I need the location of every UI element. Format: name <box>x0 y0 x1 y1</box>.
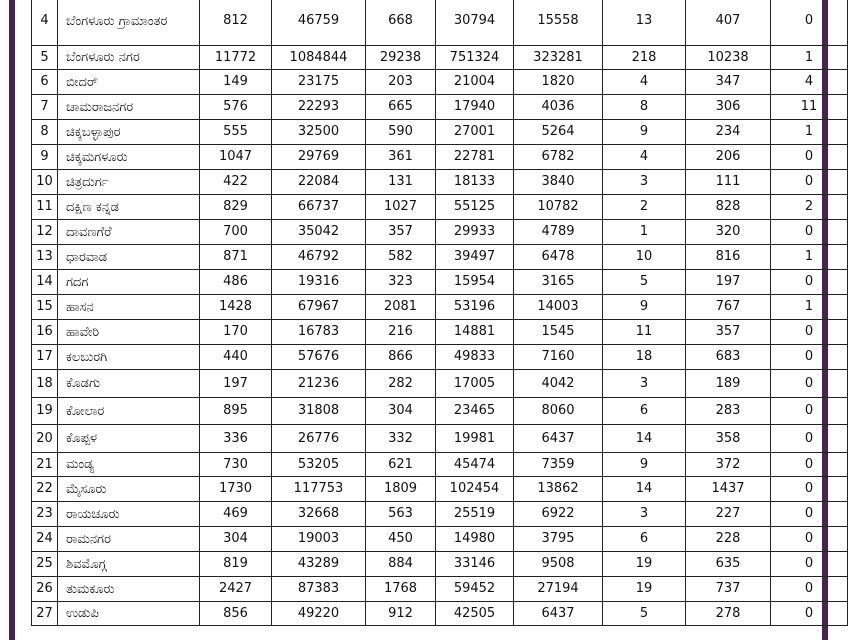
value-cell-c7: 1437 <box>686 477 771 502</box>
serial-number-cell: 6 <box>32 70 58 95</box>
table-row <box>32 453 848 477</box>
serial-number-cell: 21 <box>32 453 58 477</box>
value-cell-c6: 5 <box>603 270 686 295</box>
district-name-cell: ಮಂಡ್ಯ <box>58 453 200 477</box>
table-row <box>32 46 848 70</box>
district-name-cell: ಚಿಕ್ಕಬಳ್ಳಾಪುರ <box>58 120 200 145</box>
value-cell-c6: 218 <box>603 46 686 70</box>
value-cell-c4: 42505 <box>436 602 514 626</box>
value-cell-c4: 55125 <box>436 195 514 220</box>
value-cell-c3: 332 <box>366 425 436 453</box>
value-cell-c8: 1 <box>771 46 848 70</box>
value-cell-c4: 22781 <box>436 145 514 170</box>
value-cell-c6: 18 <box>603 345 686 370</box>
value-cell-c1: 1428 <box>200 295 272 320</box>
value-cell-c7: 227 <box>686 502 771 527</box>
value-cell-c1: 895 <box>200 398 272 425</box>
value-cell-c5: 27194 <box>514 577 603 602</box>
serial-number-cell: 17 <box>32 345 58 370</box>
value-cell-c4: 45474 <box>436 453 514 477</box>
value-cell-c7: 189 <box>686 370 771 398</box>
value-cell-c7: 357 <box>686 320 771 345</box>
district-name-cell: ರಾಮನಗರ <box>58 527 200 552</box>
value-cell-c3: 668 <box>366 0 436 46</box>
serial-number-cell: 12 <box>32 220 58 245</box>
value-cell-c1: 1047 <box>200 145 272 170</box>
value-cell-c8: 2 <box>771 195 848 220</box>
district-name-cell: ಚಿಕ್ಕಮಗಳೂರು <box>58 145 200 170</box>
value-cell-c4: 14881 <box>436 320 514 345</box>
value-cell-c5: 15558 <box>514 0 603 46</box>
value-cell-c7: 683 <box>686 345 771 370</box>
serial-number-cell: 5 <box>32 46 58 70</box>
serial-number-cell: 24 <box>32 527 58 552</box>
value-cell-c6: 1 <box>603 220 686 245</box>
value-cell-c3: 216 <box>366 320 436 345</box>
value-cell-c4: 14980 <box>436 527 514 552</box>
serial-number-cell: 10 <box>32 170 58 195</box>
value-cell-c2: 117753 <box>272 477 366 502</box>
value-cell-c2: 23175 <box>272 70 366 95</box>
value-cell-c8: 0 <box>771 602 848 626</box>
value-cell-c2: 46792 <box>272 245 366 270</box>
value-cell-c8: 0 <box>771 320 848 345</box>
value-cell-c6: 3 <box>603 170 686 195</box>
value-cell-c6: 19 <box>603 552 686 577</box>
value-cell-c1: 819 <box>200 552 272 577</box>
value-cell-c5: 6922 <box>514 502 603 527</box>
serial-number-cell: 4 <box>32 0 58 46</box>
value-cell-c2: 31808 <box>272 398 366 425</box>
value-cell-c4: 29933 <box>436 220 514 245</box>
value-cell-c5: 1820 <box>514 70 603 95</box>
value-cell-c5: 3165 <box>514 270 603 295</box>
value-cell-c6: 4 <box>603 70 686 95</box>
district-name-cell: ಶಿವಮೊಗ್ಗ <box>58 552 200 577</box>
district-name-cell: ಹಾವೇರಿ <box>58 320 200 345</box>
table-row <box>32 295 848 320</box>
value-cell-c4: 17940 <box>436 95 514 120</box>
frame-bar-left <box>9 0 15 640</box>
table-row <box>32 425 848 453</box>
serial-number-cell: 25 <box>32 552 58 577</box>
value-cell-c1: 170 <box>200 320 272 345</box>
value-cell-c3: 131 <box>366 170 436 195</box>
value-cell-c4: 23465 <box>436 398 514 425</box>
value-cell-c5: 7160 <box>514 345 603 370</box>
value-cell-c1: 336 <box>200 425 272 453</box>
value-cell-c7: 737 <box>686 577 771 602</box>
value-cell-c2: 49220 <box>272 602 366 626</box>
value-cell-c4: 30794 <box>436 0 514 46</box>
value-cell-c5: 4036 <box>514 95 603 120</box>
value-cell-c2: 53205 <box>272 453 366 477</box>
table-row <box>32 502 848 527</box>
value-cell-c1: 829 <box>200 195 272 220</box>
district-name-cell: ಧಾರವಾಡ <box>58 245 200 270</box>
district-name-cell: ಕಲಬುರಗಿ <box>58 345 200 370</box>
table-row <box>32 270 848 295</box>
serial-number-cell: 15 <box>32 295 58 320</box>
value-cell-c5: 6782 <box>514 145 603 170</box>
value-cell-c3: 323 <box>366 270 436 295</box>
value-cell-c3: 304 <box>366 398 436 425</box>
table-row <box>32 477 848 502</box>
value-cell-c7: 372 <box>686 453 771 477</box>
serial-number-cell: 14 <box>32 270 58 295</box>
value-cell-c4: 102454 <box>436 477 514 502</box>
value-cell-c8: 0 <box>771 0 848 46</box>
value-cell-c3: 2081 <box>366 295 436 320</box>
value-cell-c4: 39497 <box>436 245 514 270</box>
value-cell-c2: 32500 <box>272 120 366 145</box>
value-cell-c4: 33146 <box>436 552 514 577</box>
value-cell-c3: 357 <box>366 220 436 245</box>
value-cell-c2: 87383 <box>272 577 366 602</box>
value-cell-c7: 767 <box>686 295 771 320</box>
value-cell-c4: 21004 <box>436 70 514 95</box>
value-cell-c6: 4 <box>603 145 686 170</box>
value-cell-c7: 283 <box>686 398 771 425</box>
value-cell-c7: 816 <box>686 245 771 270</box>
value-cell-c5: 6437 <box>514 602 603 626</box>
district-name-cell: ಕೊಪ್ಪಳ <box>58 425 200 453</box>
value-cell-c7: 347 <box>686 70 771 95</box>
district-name-cell: ರಾಯಚೂರು <box>58 502 200 527</box>
table-row <box>32 195 848 220</box>
value-cell-c4: 53196 <box>436 295 514 320</box>
value-cell-c7: 635 <box>686 552 771 577</box>
district-name-cell: ಗದಗ <box>58 270 200 295</box>
value-cell-c8: 0 <box>771 398 848 425</box>
value-cell-c7: 10238 <box>686 46 771 70</box>
value-cell-c6: 9 <box>603 295 686 320</box>
value-cell-c8: 0 <box>771 502 848 527</box>
value-cell-c3: 912 <box>366 602 436 626</box>
district-name-cell: ಮೈಸೂರು <box>58 477 200 502</box>
value-cell-c2: 67967 <box>272 295 366 320</box>
table-row <box>32 95 848 120</box>
table-row <box>32 170 848 195</box>
value-cell-c3: 282 <box>366 370 436 398</box>
value-cell-c5: 3795 <box>514 527 603 552</box>
value-cell-c5: 14003 <box>514 295 603 320</box>
value-cell-c5: 4789 <box>514 220 603 245</box>
value-cell-c2: 19003 <box>272 527 366 552</box>
table-row <box>32 398 848 425</box>
value-cell-c4: 19981 <box>436 425 514 453</box>
value-cell-c7: 358 <box>686 425 771 453</box>
value-cell-c1: 197 <box>200 370 272 398</box>
value-cell-c2: 35042 <box>272 220 366 245</box>
value-cell-c6: 6 <box>603 398 686 425</box>
value-cell-c7: 306 <box>686 95 771 120</box>
value-cell-c4: 751324 <box>436 46 514 70</box>
value-cell-c7: 828 <box>686 195 771 220</box>
value-cell-c1: 700 <box>200 220 272 245</box>
value-cell-c2: 32668 <box>272 502 366 527</box>
serial-number-cell: 7 <box>32 95 58 120</box>
table-row <box>32 552 848 577</box>
table-row <box>32 220 848 245</box>
value-cell-c3: 665 <box>366 95 436 120</box>
value-cell-c2: 1084844 <box>272 46 366 70</box>
value-cell-c2: 43289 <box>272 552 366 577</box>
value-cell-c2: 16783 <box>272 320 366 345</box>
district-name-cell: ದಾವಣಗೆರೆ <box>58 220 200 245</box>
value-cell-c1: 304 <box>200 527 272 552</box>
value-cell-c3: 1768 <box>366 577 436 602</box>
serial-number-cell: 18 <box>32 370 58 398</box>
value-cell-c1: 149 <box>200 70 272 95</box>
serial-number-cell: 23 <box>32 502 58 527</box>
value-cell-c8: 0 <box>771 220 848 245</box>
serial-number-cell: 19 <box>32 398 58 425</box>
value-cell-c6: 9 <box>603 453 686 477</box>
serial-number-cell: 22 <box>32 477 58 502</box>
value-cell-c7: 228 <box>686 527 771 552</box>
district-name-cell: ಕೊಡಗು <box>58 370 200 398</box>
value-cell-c3: 203 <box>366 70 436 95</box>
value-cell-c6: 14 <box>603 477 686 502</box>
table-body <box>32 0 848 626</box>
value-cell-c5: 13862 <box>514 477 603 502</box>
value-cell-c2: 22293 <box>272 95 366 120</box>
value-cell-c5: 10782 <box>514 195 603 220</box>
value-cell-c4: 17005 <box>436 370 514 398</box>
district-name-cell: ಹಾಸನ <box>58 295 200 320</box>
value-cell-c6: 8 <box>603 95 686 120</box>
value-cell-c5: 7359 <box>514 453 603 477</box>
serial-number-cell: 26 <box>32 577 58 602</box>
table-row <box>32 245 848 270</box>
value-cell-c8: 0 <box>771 170 848 195</box>
value-cell-c4: 27001 <box>436 120 514 145</box>
serial-number-cell: 13 <box>32 245 58 270</box>
value-cell-c1: 440 <box>200 345 272 370</box>
value-cell-c7: 206 <box>686 145 771 170</box>
value-cell-c1: 2427 <box>200 577 272 602</box>
value-cell-c8: 0 <box>771 552 848 577</box>
value-cell-c8: 4 <box>771 70 848 95</box>
value-cell-c1: 1730 <box>200 477 272 502</box>
value-cell-c8: 0 <box>771 477 848 502</box>
value-cell-c3: 1809 <box>366 477 436 502</box>
table-row <box>32 320 848 345</box>
value-cell-c1: 555 <box>200 120 272 145</box>
district-name-cell: ಬೀದರ್ <box>58 70 200 95</box>
value-cell-c6: 5 <box>603 602 686 626</box>
serial-number-cell: 11 <box>32 195 58 220</box>
value-cell-c6: 3 <box>603 502 686 527</box>
value-cell-c3: 450 <box>366 527 436 552</box>
value-cell-c4: 18133 <box>436 170 514 195</box>
serial-number-cell: 8 <box>32 120 58 145</box>
table-row <box>32 345 848 370</box>
table-row <box>32 120 848 145</box>
value-cell-c5: 8060 <box>514 398 603 425</box>
value-cell-c3: 590 <box>366 120 436 145</box>
value-cell-c6: 10 <box>603 245 686 270</box>
table-row <box>32 527 848 552</box>
value-cell-c2: 29769 <box>272 145 366 170</box>
value-cell-c6: 9 <box>603 120 686 145</box>
value-cell-c4: 49833 <box>436 345 514 370</box>
district-name-cell: ಬೆಂಗಳೂರು ಗ್ರಾಮಾಂತರ <box>58 0 200 46</box>
value-cell-c5: 4042 <box>514 370 603 398</box>
serial-number-cell: 16 <box>32 320 58 345</box>
value-cell-c2: 66737 <box>272 195 366 220</box>
district-name-cell: ದಕ್ಷಿಣ ಕನ್ನಡ <box>58 195 200 220</box>
value-cell-c7: 407 <box>686 0 771 46</box>
value-cell-c8: 0 <box>771 453 848 477</box>
table-row <box>32 577 848 602</box>
value-cell-c3: 866 <box>366 345 436 370</box>
value-cell-c8: 0 <box>771 345 848 370</box>
serial-number-cell: 20 <box>32 425 58 453</box>
value-cell-c7: 278 <box>686 602 771 626</box>
table-row <box>32 0 848 46</box>
value-cell-c1: 871 <box>200 245 272 270</box>
value-cell-c8: 0 <box>771 370 848 398</box>
value-cell-c4: 15954 <box>436 270 514 295</box>
value-cell-c8: 0 <box>771 527 848 552</box>
value-cell-c6: 13 <box>603 0 686 46</box>
value-cell-c3: 1027 <box>366 195 436 220</box>
district-name-cell: ಉಡುಪಿ <box>58 602 200 626</box>
value-cell-c8: 1 <box>771 245 848 270</box>
table-row <box>32 145 848 170</box>
value-cell-c5: 1545 <box>514 320 603 345</box>
value-cell-c5: 3840 <box>514 170 603 195</box>
table-row <box>32 70 848 95</box>
value-cell-c1: 469 <box>200 502 272 527</box>
value-cell-c5: 6437 <box>514 425 603 453</box>
value-cell-c3: 29238 <box>366 46 436 70</box>
value-cell-c8: 0 <box>771 270 848 295</box>
value-cell-c6: 6 <box>603 527 686 552</box>
value-cell-c3: 884 <box>366 552 436 577</box>
value-cell-c7: 320 <box>686 220 771 245</box>
value-cell-c6: 14 <box>603 425 686 453</box>
value-cell-c1: 812 <box>200 0 272 46</box>
district-name-cell: ಚಾಮರಾಜನಗರ <box>58 95 200 120</box>
value-cell-c3: 582 <box>366 245 436 270</box>
serial-number-cell: 9 <box>32 145 58 170</box>
district-name-cell: ತುಮಕೂರು <box>58 577 200 602</box>
value-cell-c3: 563 <box>366 502 436 527</box>
value-cell-c8: 11 <box>771 95 848 120</box>
value-cell-c7: 197 <box>686 270 771 295</box>
value-cell-c8: 0 <box>771 577 848 602</box>
value-cell-c1: 422 <box>200 170 272 195</box>
page-frame-left <box>0 0 26 640</box>
value-cell-c6: 3 <box>603 370 686 398</box>
value-cell-c8: 1 <box>771 295 848 320</box>
value-cell-c5: 9508 <box>514 552 603 577</box>
value-cell-c5: 323281 <box>514 46 603 70</box>
value-cell-c2: 21236 <box>272 370 366 398</box>
district-name-cell: ಕೋಲಾರ <box>58 398 200 425</box>
value-cell-c2: 26776 <box>272 425 366 453</box>
value-cell-c2: 19316 <box>272 270 366 295</box>
value-cell-c8: 0 <box>771 145 848 170</box>
value-cell-c8: 1 <box>771 120 848 145</box>
district-data-table <box>31 0 848 626</box>
value-cell-c7: 111 <box>686 170 771 195</box>
value-cell-c3: 621 <box>366 453 436 477</box>
value-cell-c6: 19 <box>603 577 686 602</box>
value-cell-c2: 57676 <box>272 345 366 370</box>
value-cell-c2: 22084 <box>272 170 366 195</box>
value-cell-c1: 730 <box>200 453 272 477</box>
value-cell-c7: 234 <box>686 120 771 145</box>
value-cell-c1: 11772 <box>200 46 272 70</box>
value-cell-c5: 6478 <box>514 245 603 270</box>
table-row <box>32 370 848 398</box>
value-cell-c4: 25519 <box>436 502 514 527</box>
value-cell-c1: 486 <box>200 270 272 295</box>
district-name-cell: ಚಿತ್ರದುರ್ಗ <box>58 170 200 195</box>
table-row <box>32 602 848 626</box>
serial-number-cell: 27 <box>32 602 58 626</box>
value-cell-c6: 11 <box>603 320 686 345</box>
value-cell-c3: 361 <box>366 145 436 170</box>
value-cell-c1: 856 <box>200 602 272 626</box>
value-cell-c4: 59452 <box>436 577 514 602</box>
value-cell-c1: 576 <box>200 95 272 120</box>
district-name-cell: ಬೆಂಗಳೂರು ನಗರ <box>58 46 200 70</box>
value-cell-c6: 2 <box>603 195 686 220</box>
value-cell-c5: 5264 <box>514 120 603 145</box>
value-cell-c8: 0 <box>771 425 848 453</box>
value-cell-c2: 46759 <box>272 0 366 46</box>
